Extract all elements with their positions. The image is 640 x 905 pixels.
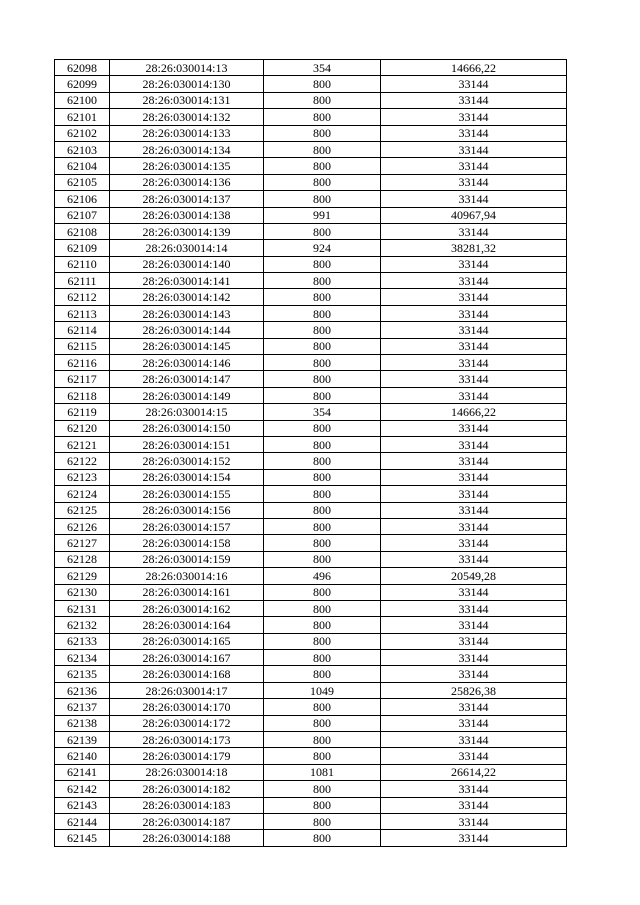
row-number-cell: 62127 bbox=[55, 535, 110, 551]
table-row bbox=[55, 109, 567, 125]
table-row bbox=[55, 60, 567, 76]
table-row bbox=[55, 535, 567, 551]
area-cell: 800 bbox=[264, 797, 381, 813]
cadastral-number-cell: 28:26:030014:138 bbox=[110, 207, 264, 223]
table-row bbox=[55, 158, 567, 174]
cadastral-number-cell: 28:26:030014:164 bbox=[110, 617, 264, 633]
table-row bbox=[55, 797, 567, 813]
row-number-cell: 62110 bbox=[55, 256, 110, 272]
table-row bbox=[55, 650, 567, 666]
area-cell: 800 bbox=[264, 453, 381, 469]
value-cell: 25826,38 bbox=[381, 682, 567, 698]
value-cell: 33144 bbox=[381, 781, 567, 797]
table-row bbox=[55, 436, 567, 452]
area-cell: 800 bbox=[264, 617, 381, 633]
row-number-cell: 62113 bbox=[55, 305, 110, 321]
area-cell: 800 bbox=[264, 600, 381, 616]
row-number-cell: 62145 bbox=[55, 830, 110, 846]
table-row bbox=[55, 518, 567, 534]
cadastral-number-cell: 28:26:030014:146 bbox=[110, 355, 264, 371]
table-row bbox=[55, 207, 567, 223]
value-cell: 33144 bbox=[381, 551, 567, 567]
value-cell: 33144 bbox=[381, 355, 567, 371]
table-row bbox=[55, 666, 567, 682]
table-row bbox=[55, 453, 567, 469]
value-cell: 40967,94 bbox=[381, 207, 567, 223]
value-cell: 33144 bbox=[381, 322, 567, 338]
value-cell: 33144 bbox=[381, 436, 567, 452]
value-cell: 33144 bbox=[381, 732, 567, 748]
area-cell: 800 bbox=[264, 584, 381, 600]
row-number-cell: 62105 bbox=[55, 174, 110, 190]
cadastral-number-cell: 28:26:030014:134 bbox=[110, 141, 264, 157]
cadastral-number-cell: 28:26:030014:167 bbox=[110, 650, 264, 666]
table-row bbox=[55, 355, 567, 371]
row-number-cell: 62140 bbox=[55, 748, 110, 764]
row-number-cell: 62135 bbox=[55, 666, 110, 682]
cadastral-number-cell: 28:26:030014:147 bbox=[110, 371, 264, 387]
area-cell: 354 bbox=[264, 60, 381, 76]
row-number-cell: 62100 bbox=[55, 92, 110, 108]
area-cell: 924 bbox=[264, 240, 381, 256]
row-number-cell: 62111 bbox=[55, 273, 110, 289]
area-cell: 800 bbox=[264, 666, 381, 682]
row-number-cell: 62122 bbox=[55, 453, 110, 469]
row-number-cell: 62115 bbox=[55, 338, 110, 354]
table-row bbox=[55, 830, 567, 846]
area-cell: 800 bbox=[264, 650, 381, 666]
row-number-cell: 62098 bbox=[55, 60, 110, 76]
table-row bbox=[55, 420, 567, 436]
value-cell: 33144 bbox=[381, 666, 567, 682]
area-cell: 800 bbox=[264, 289, 381, 305]
cadastral-number-cell: 28:26:030014:154 bbox=[110, 469, 264, 485]
table-row bbox=[55, 223, 567, 239]
cadastral-number-cell: 28:26:030014:144 bbox=[110, 322, 264, 338]
value-cell: 20549,28 bbox=[381, 568, 567, 584]
cadastral-number-cell: 28:26:030014:132 bbox=[110, 109, 264, 125]
value-cell: 33144 bbox=[381, 813, 567, 829]
value-cell: 33144 bbox=[381, 109, 567, 125]
cadastral-number-cell: 28:26:030014:183 bbox=[110, 797, 264, 813]
area-cell: 800 bbox=[264, 633, 381, 649]
value-cell: 33144 bbox=[381, 699, 567, 715]
area-cell: 800 bbox=[264, 125, 381, 141]
row-number-cell: 62101 bbox=[55, 109, 110, 125]
table-row bbox=[55, 76, 567, 92]
value-cell: 33144 bbox=[381, 518, 567, 534]
row-number-cell: 62136 bbox=[55, 682, 110, 698]
area-cell: 1081 bbox=[264, 764, 381, 780]
row-number-cell: 62107 bbox=[55, 207, 110, 223]
cadastral-number-cell: 28:26:030014:136 bbox=[110, 174, 264, 190]
area-cell: 800 bbox=[264, 355, 381, 371]
cadastral-number-cell: 28:26:030014:130 bbox=[110, 76, 264, 92]
cadastral-number-cell: 28:26:030014:18 bbox=[110, 764, 264, 780]
cadastral-number-cell: 28:26:030014:158 bbox=[110, 535, 264, 551]
cadastral-number-cell: 28:26:030014:135 bbox=[110, 158, 264, 174]
area-cell: 800 bbox=[264, 551, 381, 567]
row-number-cell: 62103 bbox=[55, 141, 110, 157]
area-cell: 496 bbox=[264, 568, 381, 584]
table-row bbox=[55, 486, 567, 502]
area-cell: 800 bbox=[264, 338, 381, 354]
cadastral-number-cell: 28:26:030014:159 bbox=[110, 551, 264, 567]
area-cell: 800 bbox=[264, 109, 381, 125]
cadastral-number-cell: 28:26:030014:188 bbox=[110, 830, 264, 846]
value-cell: 33144 bbox=[381, 420, 567, 436]
row-number-cell: 62121 bbox=[55, 436, 110, 452]
area-cell: 800 bbox=[264, 76, 381, 92]
table-row bbox=[55, 781, 567, 797]
cadastral-number-cell: 28:26:030014:173 bbox=[110, 732, 264, 748]
cadastral-number-cell: 28:26:030014:15 bbox=[110, 404, 264, 420]
row-number-cell: 62137 bbox=[55, 699, 110, 715]
table-row bbox=[55, 273, 567, 289]
value-cell: 33144 bbox=[381, 715, 567, 731]
area-cell: 800 bbox=[264, 535, 381, 551]
row-number-cell: 62119 bbox=[55, 404, 110, 420]
row-number-cell: 62126 bbox=[55, 518, 110, 534]
value-cell: 26614,22 bbox=[381, 764, 567, 780]
row-number-cell: 62106 bbox=[55, 191, 110, 207]
area-cell: 800 bbox=[264, 715, 381, 731]
area-cell: 800 bbox=[264, 223, 381, 239]
value-cell: 33144 bbox=[381, 748, 567, 764]
table-row bbox=[55, 551, 567, 567]
row-number-cell: 62128 bbox=[55, 551, 110, 567]
row-number-cell: 62116 bbox=[55, 355, 110, 371]
table-row bbox=[55, 584, 567, 600]
area-cell: 800 bbox=[264, 158, 381, 174]
cadastral-number-cell: 28:26:030014:156 bbox=[110, 502, 264, 518]
row-number-cell: 62109 bbox=[55, 240, 110, 256]
value-cell: 33144 bbox=[381, 486, 567, 502]
cadastral-number-cell: 28:26:030014:165 bbox=[110, 633, 264, 649]
value-cell: 33144 bbox=[381, 305, 567, 321]
cadastral-number-cell: 28:26:030014:137 bbox=[110, 191, 264, 207]
area-cell: 800 bbox=[264, 420, 381, 436]
table-row bbox=[55, 191, 567, 207]
value-cell: 33144 bbox=[381, 797, 567, 813]
area-cell: 800 bbox=[264, 141, 381, 157]
cadastral-number-cell: 28:26:030014:182 bbox=[110, 781, 264, 797]
cadastral-number-cell: 28:26:030014:187 bbox=[110, 813, 264, 829]
cadastral-number-cell: 28:26:030014:16 bbox=[110, 568, 264, 584]
value-cell: 33144 bbox=[381, 273, 567, 289]
table-row bbox=[55, 748, 567, 764]
table-row bbox=[55, 125, 567, 141]
value-cell: 33144 bbox=[381, 617, 567, 633]
table-row bbox=[55, 322, 567, 338]
value-cell: 33144 bbox=[381, 289, 567, 305]
area-cell: 800 bbox=[264, 273, 381, 289]
table-row bbox=[55, 682, 567, 698]
value-cell: 33144 bbox=[381, 633, 567, 649]
cadastral-number-cell: 28:26:030014:17 bbox=[110, 682, 264, 698]
row-number-cell: 62104 bbox=[55, 158, 110, 174]
table-row bbox=[55, 715, 567, 731]
value-cell: 33144 bbox=[381, 600, 567, 616]
cadastral-number-cell: 28:26:030014:157 bbox=[110, 518, 264, 534]
cadastral-number-cell: 28:26:030014:140 bbox=[110, 256, 264, 272]
table-row bbox=[55, 568, 567, 584]
value-cell: 33144 bbox=[381, 76, 567, 92]
area-cell: 800 bbox=[264, 486, 381, 502]
area-cell: 800 bbox=[264, 174, 381, 190]
area-cell: 800 bbox=[264, 748, 381, 764]
cadastral-number-cell: 28:26:030014:172 bbox=[110, 715, 264, 731]
value-cell: 14666,22 bbox=[381, 404, 567, 420]
cadastral-number-cell: 28:26:030014:152 bbox=[110, 453, 264, 469]
area-cell: 800 bbox=[264, 371, 381, 387]
area-cell: 991 bbox=[264, 207, 381, 223]
cadastral-number-cell: 28:26:030014:143 bbox=[110, 305, 264, 321]
value-cell: 33144 bbox=[381, 191, 567, 207]
row-number-cell: 62142 bbox=[55, 781, 110, 797]
row-number-cell: 62130 bbox=[55, 584, 110, 600]
row-number-cell: 62139 bbox=[55, 732, 110, 748]
cadastral-number-cell: 28:26:030014:179 bbox=[110, 748, 264, 764]
value-cell: 33144 bbox=[381, 502, 567, 518]
table-row bbox=[55, 617, 567, 633]
table-row bbox=[55, 305, 567, 321]
table-row bbox=[55, 404, 567, 420]
row-number-cell: 62129 bbox=[55, 568, 110, 584]
row-number-cell: 62120 bbox=[55, 420, 110, 436]
row-number-cell: 62131 bbox=[55, 600, 110, 616]
row-number-cell: 62123 bbox=[55, 469, 110, 485]
land-parcel-table bbox=[54, 59, 567, 847]
row-number-cell: 62143 bbox=[55, 797, 110, 813]
table-row bbox=[55, 732, 567, 748]
cadastral-number-cell: 28:26:030014:170 bbox=[110, 699, 264, 715]
row-number-cell: 62125 bbox=[55, 502, 110, 518]
row-number-cell: 62112 bbox=[55, 289, 110, 305]
table-row bbox=[55, 764, 567, 780]
cadastral-number-cell: 28:26:030014:141 bbox=[110, 273, 264, 289]
value-cell: 33144 bbox=[381, 371, 567, 387]
area-cell: 800 bbox=[264, 830, 381, 846]
value-cell: 33144 bbox=[381, 584, 567, 600]
area-cell: 354 bbox=[264, 404, 381, 420]
table-body bbox=[55, 60, 567, 847]
value-cell: 14666,22 bbox=[381, 60, 567, 76]
area-cell: 800 bbox=[264, 436, 381, 452]
table-row bbox=[55, 256, 567, 272]
cadastral-number-cell: 28:26:030014:162 bbox=[110, 600, 264, 616]
row-number-cell: 62132 bbox=[55, 617, 110, 633]
value-cell: 33144 bbox=[381, 158, 567, 174]
value-cell: 38281,32 bbox=[381, 240, 567, 256]
area-cell: 800 bbox=[264, 469, 381, 485]
area-cell: 800 bbox=[264, 813, 381, 829]
table-row bbox=[55, 633, 567, 649]
row-number-cell: 62138 bbox=[55, 715, 110, 731]
table-row bbox=[55, 502, 567, 518]
table-row bbox=[55, 469, 567, 485]
cadastral-number-cell: 28:26:030014:139 bbox=[110, 223, 264, 239]
value-cell: 33144 bbox=[381, 453, 567, 469]
area-cell: 1049 bbox=[264, 682, 381, 698]
cadastral-number-cell: 28:26:030014:168 bbox=[110, 666, 264, 682]
area-cell: 800 bbox=[264, 699, 381, 715]
value-cell: 33144 bbox=[381, 387, 567, 403]
row-number-cell: 62133 bbox=[55, 633, 110, 649]
table-row bbox=[55, 371, 567, 387]
area-cell: 800 bbox=[264, 518, 381, 534]
table-row bbox=[55, 699, 567, 715]
table-row bbox=[55, 174, 567, 190]
table-row bbox=[55, 387, 567, 403]
row-number-cell: 62117 bbox=[55, 371, 110, 387]
area-cell: 800 bbox=[264, 732, 381, 748]
table-row bbox=[55, 240, 567, 256]
cadastral-number-cell: 28:26:030014:155 bbox=[110, 486, 264, 502]
value-cell: 33144 bbox=[381, 223, 567, 239]
cadastral-number-cell: 28:26:030014:14 bbox=[110, 240, 264, 256]
value-cell: 33144 bbox=[381, 650, 567, 666]
cadastral-number-cell: 28:26:030014:150 bbox=[110, 420, 264, 436]
value-cell: 33144 bbox=[381, 92, 567, 108]
cadastral-number-cell: 28:26:030014:145 bbox=[110, 338, 264, 354]
value-cell: 33144 bbox=[381, 141, 567, 157]
row-number-cell: 62124 bbox=[55, 486, 110, 502]
value-cell: 33144 bbox=[381, 256, 567, 272]
value-cell: 33144 bbox=[381, 469, 567, 485]
area-cell: 800 bbox=[264, 305, 381, 321]
row-number-cell: 62102 bbox=[55, 125, 110, 141]
cadastral-number-cell: 28:26:030014:151 bbox=[110, 436, 264, 452]
cadastral-number-cell: 28:26:030014:142 bbox=[110, 289, 264, 305]
row-number-cell: 62108 bbox=[55, 223, 110, 239]
area-cell: 800 bbox=[264, 92, 381, 108]
table-row bbox=[55, 141, 567, 157]
area-cell: 800 bbox=[264, 256, 381, 272]
row-number-cell: 62114 bbox=[55, 322, 110, 338]
cadastral-number-cell: 28:26:030014:161 bbox=[110, 584, 264, 600]
table-row bbox=[55, 289, 567, 305]
area-cell: 800 bbox=[264, 502, 381, 518]
area-cell: 800 bbox=[264, 387, 381, 403]
table-row bbox=[55, 92, 567, 108]
area-cell: 800 bbox=[264, 781, 381, 797]
cadastral-number-cell: 28:26:030014:149 bbox=[110, 387, 264, 403]
value-cell: 33144 bbox=[381, 174, 567, 190]
value-cell: 33144 bbox=[381, 125, 567, 141]
table-row bbox=[55, 600, 567, 616]
cadastral-number-cell: 28:26:030014:133 bbox=[110, 125, 264, 141]
row-number-cell: 62141 bbox=[55, 764, 110, 780]
row-number-cell: 62099 bbox=[55, 76, 110, 92]
area-cell: 800 bbox=[264, 322, 381, 338]
value-cell: 33144 bbox=[381, 830, 567, 846]
row-number-cell: 62134 bbox=[55, 650, 110, 666]
value-cell: 33144 bbox=[381, 338, 567, 354]
row-number-cell: 62144 bbox=[55, 813, 110, 829]
area-cell: 800 bbox=[264, 191, 381, 207]
table-row bbox=[55, 338, 567, 354]
value-cell: 33144 bbox=[381, 535, 567, 551]
table-row bbox=[55, 813, 567, 829]
cadastral-number-cell: 28:26:030014:131 bbox=[110, 92, 264, 108]
row-number-cell: 62118 bbox=[55, 387, 110, 403]
cadastral-number-cell: 28:26:030014:13 bbox=[110, 60, 264, 76]
